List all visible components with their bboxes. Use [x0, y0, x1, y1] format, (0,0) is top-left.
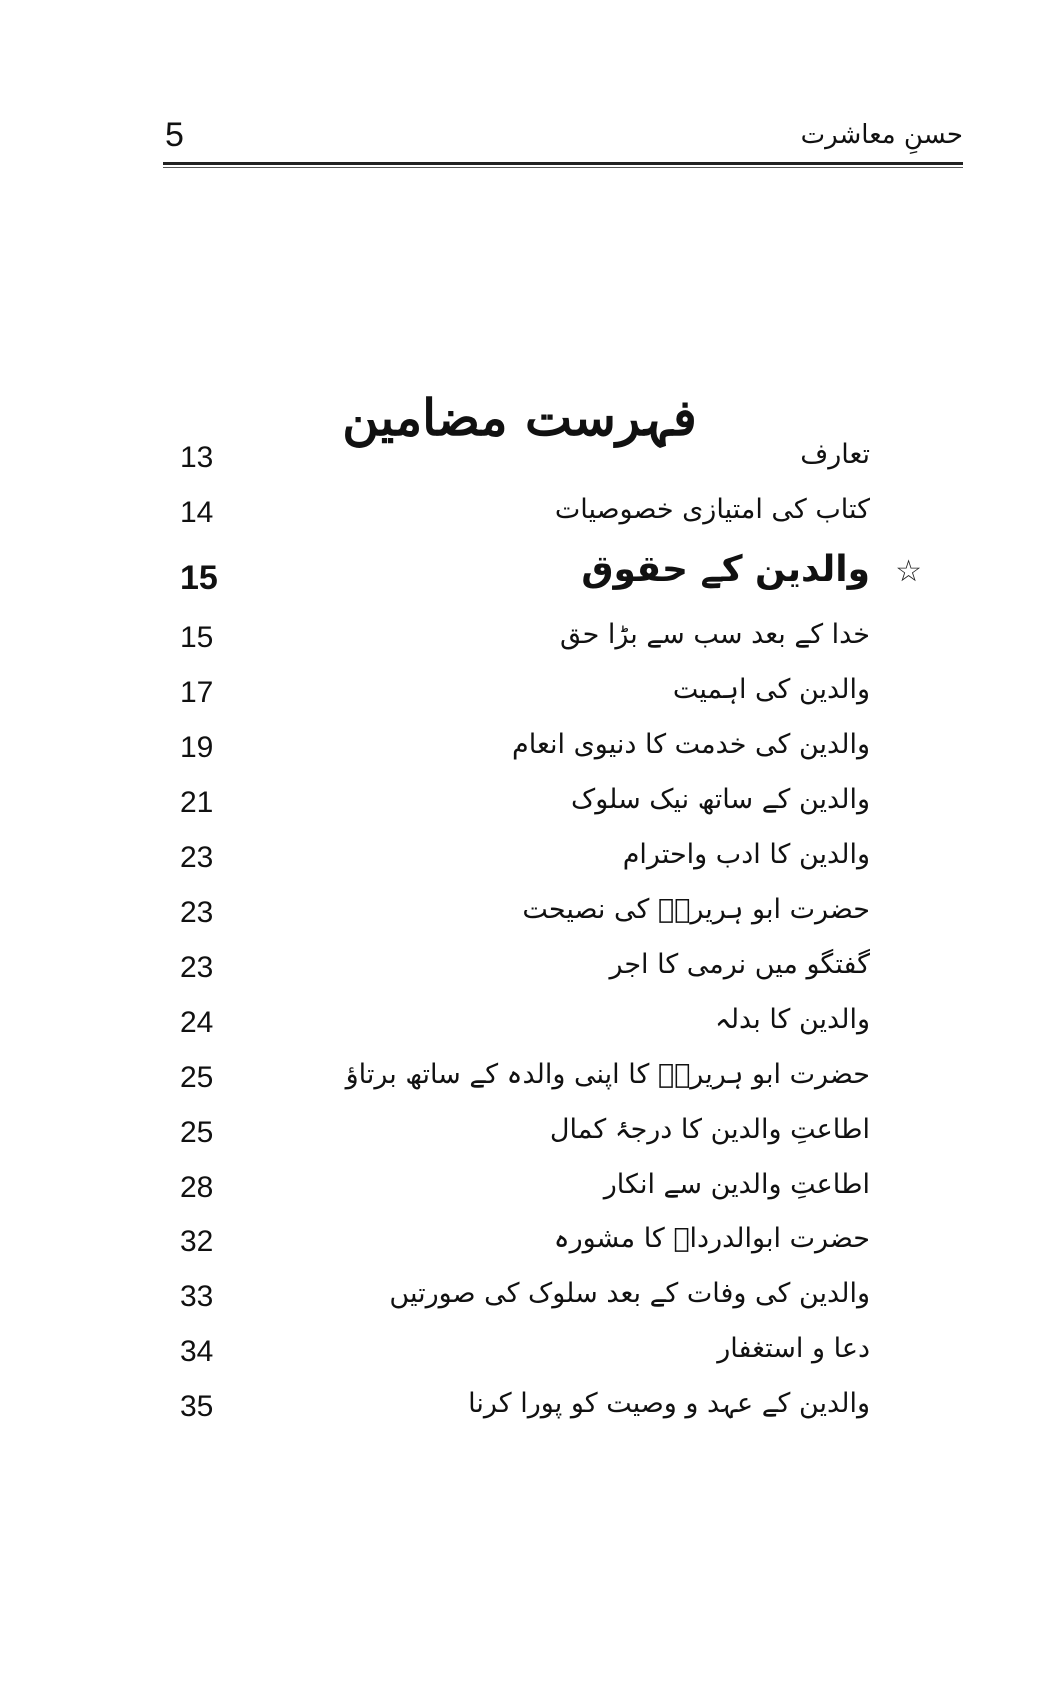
toc-title: کتاب کی امتیازی خصوصیات: [554, 494, 870, 525]
toc-entry: [180, 437, 940, 483]
toc-page-number: 15: [180, 621, 214, 654]
toc-title: خدا کے بعد سب سے بڑا حق: [560, 619, 870, 650]
toc-page-number: 33: [180, 1280, 214, 1313]
toc-page-number: 13: [180, 441, 214, 474]
toc-title: والدین کی خدمت کا دنیوی انعام: [512, 729, 870, 760]
running-title: حسنِ معاشرت: [800, 120, 963, 150]
toc-entry: [180, 782, 940, 828]
toc-title: دعا و استغفار: [717, 1333, 870, 1364]
toc-page-number: 23: [180, 951, 214, 984]
toc-entry: [180, 492, 940, 538]
toc-page-number: 24: [180, 1006, 214, 1039]
toc-title: والدین کے عہد و وصیت کو پورا کرنا: [468, 1388, 870, 1419]
toc-entry: [180, 892, 940, 938]
toc-page-number: 25: [180, 1061, 214, 1094]
toc-page-number: 32: [180, 1225, 214, 1258]
toc-entry: [180, 1331, 940, 1377]
toc-entry: [180, 672, 940, 718]
toc-page-number: 21: [180, 786, 214, 819]
toc-entry: [180, 727, 940, 773]
contents-title: فہرست مضامین: [342, 388, 697, 447]
toc-page-number: 14: [180, 496, 214, 529]
toc-title: والدین کی اہمیت: [672, 674, 870, 705]
toc-entry: [180, 1386, 940, 1432]
toc-entry: [180, 947, 940, 993]
toc-title: حضرت ابو ہریرہؓ کا اپنی والدہ کے ساتھ برتاؤ: [345, 1059, 870, 1090]
toc-entry: [180, 1002, 940, 1048]
toc-page-number: 23: [180, 841, 214, 874]
toc-page-number: 34: [180, 1335, 214, 1368]
toc-title: حضرت ابو ہریرہؓ کی نصیحت: [522, 894, 870, 925]
toc-entry: [180, 549, 940, 601]
toc-title: حضرت ابوالدرداؓ کا مشورہ: [553, 1223, 870, 1254]
toc-entry: [180, 1221, 940, 1267]
toc-title: والدین کی وفات کے بعد سلوک کی صورتیں: [389, 1278, 870, 1309]
toc-entry: [180, 1057, 940, 1103]
star-icon: ☆: [895, 554, 922, 589]
toc-page-number: 28: [180, 1171, 214, 1204]
page-number: 5: [165, 116, 184, 154]
toc-page-number: 25: [180, 1116, 214, 1149]
toc-title: والدین کا بدلہ: [715, 1004, 870, 1035]
toc-page-number: 15: [180, 559, 218, 597]
toc-title: والدین کا ادب واحترام: [622, 839, 870, 870]
toc-title: اطاعتِ والدین کا درجۂ کمال: [549, 1114, 870, 1145]
toc-title: گفتگو میں نرمی کا اجر: [609, 949, 870, 980]
toc-entry: [180, 1276, 940, 1322]
toc-entry: [180, 1167, 940, 1213]
toc-entry: [180, 837, 940, 883]
toc-title: اطاعتِ والدین سے انکار: [603, 1169, 870, 1200]
toc-page-number: 17: [180, 676, 214, 709]
toc-page-number: 19: [180, 731, 214, 764]
toc-entry: [180, 617, 940, 663]
toc-page-number: 35: [180, 1390, 214, 1423]
toc-title: والدین کے ساتھ نیک سلوک: [571, 784, 870, 815]
toc-title: تعارف: [800, 439, 870, 470]
toc-title: والدین کے حقوق: [581, 549, 870, 590]
toc-entry: [180, 1112, 940, 1158]
toc-page-number: 23: [180, 896, 214, 929]
